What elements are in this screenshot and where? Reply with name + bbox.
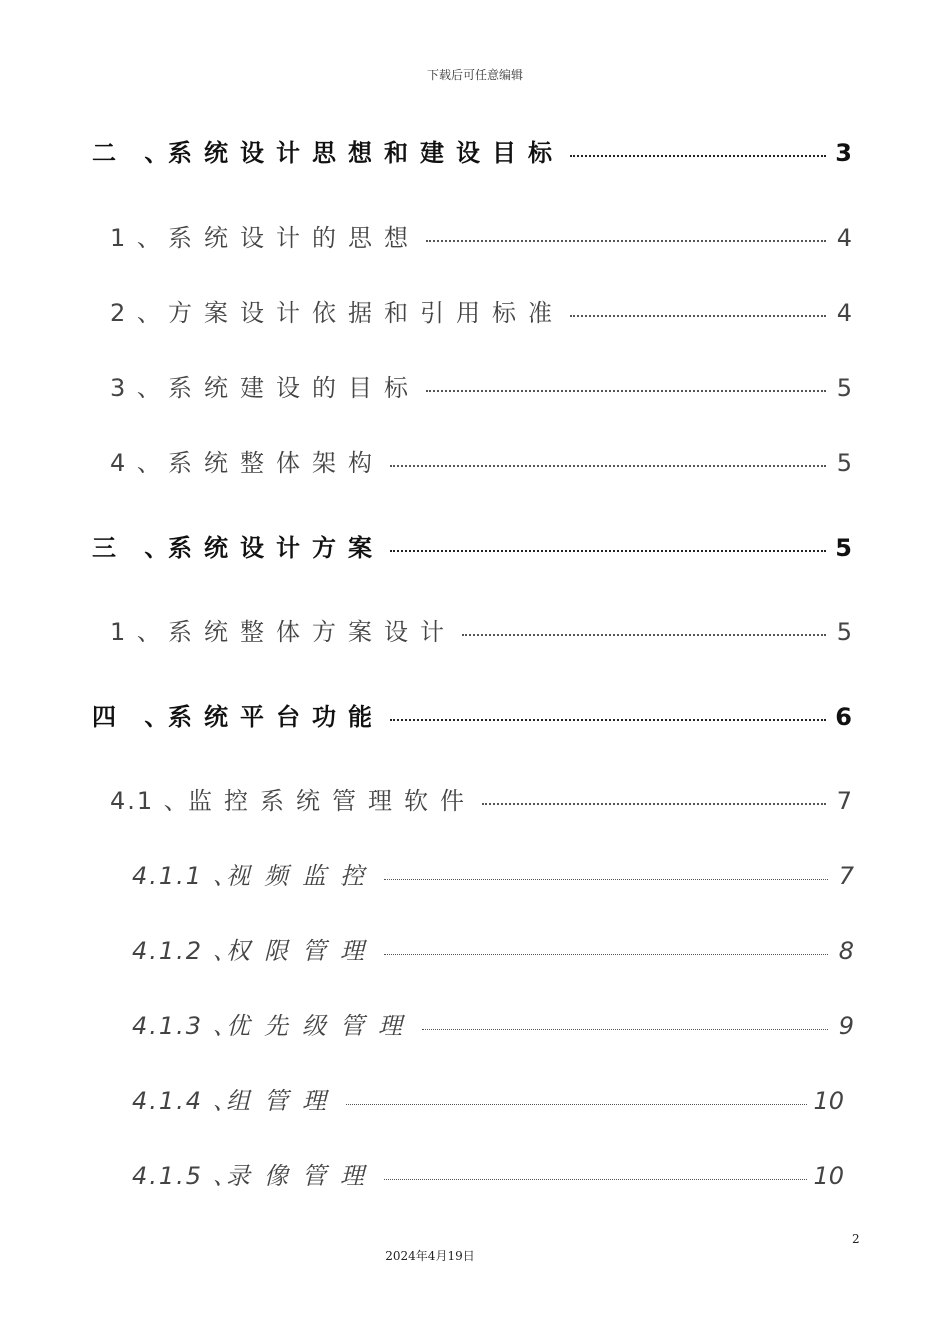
- toc-entry-title: 监控系统管理软件: [188, 787, 476, 815]
- toc-entry-number: 2 、: [110, 299, 163, 327]
- toc-entry-title: 系统整体架构: [168, 449, 384, 477]
- toc-entry[interactable]: [110, 373, 852, 403]
- toc-leader-dots: [390, 550, 826, 552]
- toc-leader-dots: [390, 465, 826, 467]
- toc-entry-title: 系统设计方案: [168, 534, 384, 562]
- toc-entry[interactable]: [132, 1161, 844, 1191]
- toc-entry-number: 四 、: [92, 703, 179, 731]
- toc-entry-title: 系统平台功能: [168, 703, 384, 731]
- toc-entry-page: 6: [835, 703, 852, 731]
- toc-entry-page: 4: [836, 299, 852, 327]
- toc-entry-page: 3: [835, 139, 852, 167]
- toc-entry-page: 10: [813, 1162, 844, 1190]
- toc-entry-number: 4 、: [110, 449, 163, 477]
- toc-leader-dots: [426, 240, 826, 242]
- page-header: 下载后可任意编辑: [426, 68, 523, 82]
- toc-entry-page: 7: [836, 787, 852, 815]
- toc-leader-dots: [422, 1029, 828, 1030]
- toc-entry[interactable]: [132, 1086, 844, 1116]
- toc-entry[interactable]: [92, 138, 852, 168]
- page-number: 2: [852, 1232, 860, 1246]
- toc-entry-title: 优先级管理: [226, 1012, 416, 1040]
- toc-entry-title: 视频监控: [226, 862, 378, 890]
- toc-entry[interactable]: [110, 786, 852, 816]
- toc-entry-number: 1 、: [110, 618, 163, 646]
- toc-entry-title: 系统整体方案设计: [168, 618, 456, 646]
- toc-entry-title: 系统设计思想和建设目标: [168, 139, 564, 167]
- toc-entry[interactable]: [110, 617, 852, 647]
- toc-entry-number: 三 、: [92, 534, 179, 562]
- toc-entry[interactable]: [110, 298, 852, 328]
- toc-leader-dots: [426, 390, 826, 392]
- toc-leader-dots: [384, 1179, 807, 1180]
- toc-entry-title: 录像管理: [226, 1162, 378, 1190]
- toc-entry-page: 4: [836, 224, 852, 252]
- toc-entry-number: 4.1.3 、: [132, 1012, 239, 1040]
- toc-entry-title: 权限管理: [226, 937, 378, 965]
- toc-leader-dots: [384, 879, 828, 880]
- toc-entry-page: 5: [836, 374, 852, 402]
- toc-entry-number: 4.1 、: [110, 787, 190, 815]
- toc-leader-dots: [346, 1104, 807, 1105]
- toc-entry-title: 系统建设的目标: [168, 374, 420, 402]
- toc-leader-dots: [570, 315, 826, 317]
- toc-entry[interactable]: [110, 448, 852, 478]
- toc-entry-page: 5: [835, 534, 852, 562]
- toc-entry-page: 9: [838, 1012, 854, 1040]
- toc-entry-title: 组管理: [226, 1087, 340, 1115]
- toc-entry[interactable]: [132, 936, 854, 966]
- toc-entry-page: 7: [838, 862, 854, 890]
- toc-entry-number: 1 、: [110, 224, 163, 252]
- toc-leader-dots: [390, 719, 826, 721]
- toc-entry[interactable]: [92, 533, 852, 563]
- toc-leader-dots: [384, 954, 828, 955]
- toc-entry-number: 4.1.1 、: [132, 862, 239, 890]
- toc-entry-number: 3 、: [110, 374, 163, 402]
- toc-entry[interactable]: [110, 223, 852, 253]
- toc-leader-dots: [462, 634, 826, 636]
- toc-entry-number: 二 、: [92, 139, 179, 167]
- toc-entry-number: 4.1.5 、: [132, 1162, 239, 1190]
- toc-leader-dots: [482, 803, 826, 805]
- toc-entry-page: 5: [836, 618, 852, 646]
- toc-entry-number: 4.1.4 、: [132, 1087, 239, 1115]
- toc-entry[interactable]: [132, 861, 854, 891]
- toc-entry[interactable]: [132, 1011, 854, 1041]
- toc-leader-dots: [570, 155, 826, 157]
- toc-entry-page: 5: [836, 449, 852, 477]
- toc-entry-number: 4.1.2 、: [132, 937, 239, 965]
- toc-entry-title: 系统设计的思想: [168, 224, 420, 252]
- toc-entry-page: 8: [838, 937, 854, 965]
- toc-entry-page: 10: [813, 1087, 844, 1115]
- toc-entry-title: 方案设计依据和引用标准: [168, 299, 564, 327]
- footer-date: 2024年4月19日: [385, 1249, 475, 1263]
- toc-entry[interactable]: [92, 702, 852, 732]
